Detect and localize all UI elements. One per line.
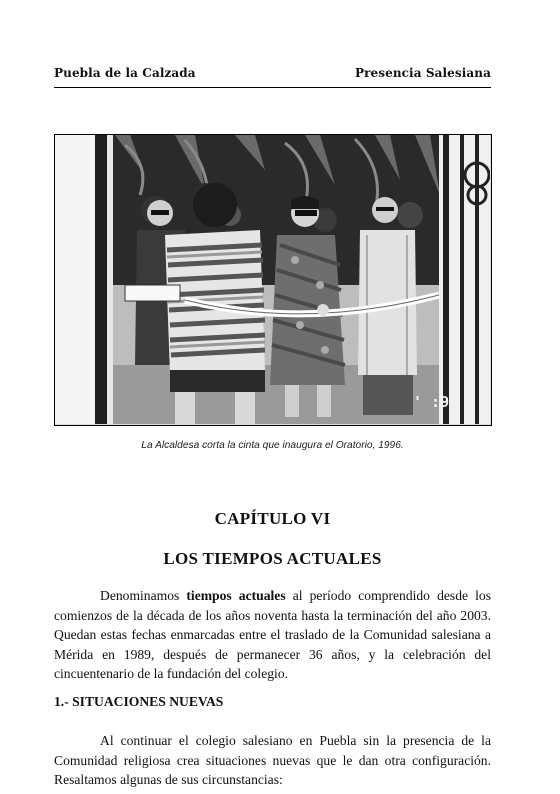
inauguration-photo bbox=[54, 134, 492, 426]
photo-date-stamp: ' :94 bbox=[413, 393, 459, 411]
section-heading: 1.- SITUACIONES NUEVAS bbox=[54, 694, 224, 709]
intro-lead: Denominamos bbox=[100, 588, 187, 603]
section-paragraph: Al continuar el colegio salesiano en Puebla sin la presencia de la Comunidad religiosa crea situaciones nuevas que le dan otra configuración. Resaltamos algunas de sus circunstancias: bbox=[54, 733, 491, 788]
header-rule bbox=[54, 87, 491, 88]
intro-bold-term: tiempos actuales bbox=[186, 588, 286, 603]
running-header bbox=[54, 66, 491, 86]
photo-caption: La Alcaldesa corta la cinta que inaugura el Oratorio, 1996. bbox=[141, 440, 404, 451]
intro-rest: al período comprendido desde los comienzos de la década de los años noventa hasta la terminación del año 2003. Quedan estas fechas enmarcadas entre el traslado de la Comunidad salesiana a Mérida en 1989, después de permanecer 36 años, y la celebración del cincuentenario de la fundación del colegio. bbox=[54, 588, 491, 682]
chapter-number: CAPÍTULO VI bbox=[214, 509, 331, 528]
header-section-title: Presencia Salesiana bbox=[354, 66, 491, 80]
header-book-title: Puebla de la Calzada bbox=[54, 66, 196, 80]
chapter-title: LOS TIEMPOS ACTUALES bbox=[163, 549, 382, 568]
intro-paragraph bbox=[54, 586, 491, 684]
